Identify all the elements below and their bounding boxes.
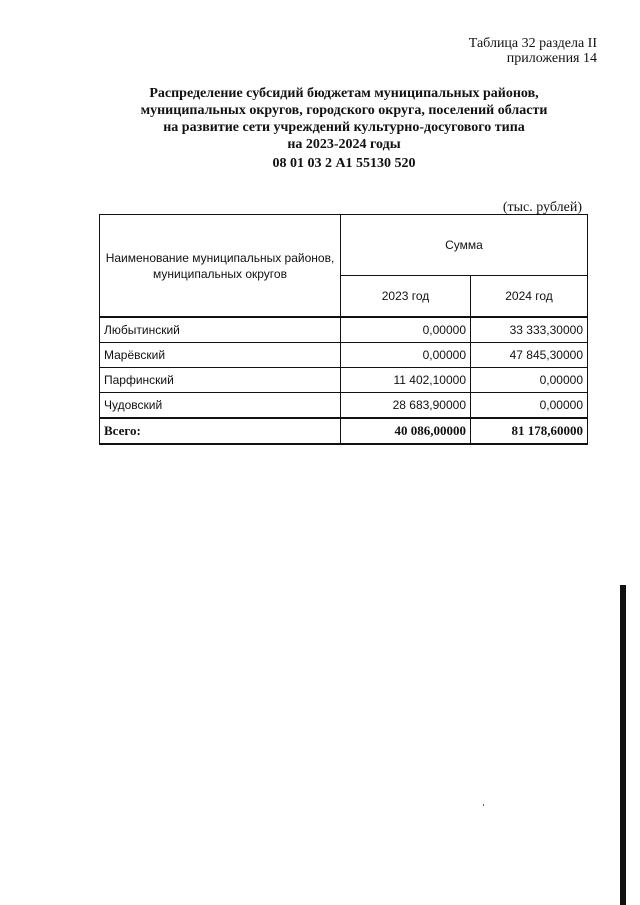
table-header-row [100, 215, 588, 276]
table-row [100, 343, 588, 368]
row-value-2023: 0,00000 [341, 343, 471, 368]
row-name: Марёвский [100, 343, 341, 368]
reference-line-1: Таблица 32 раздела II [468, 36, 597, 51]
row-value-2024: 0,00000 [471, 368, 588, 393]
total-value-2024: 81 178,60000 [471, 418, 588, 444]
units-label: (тыс. рублей) [502, 200, 582, 215]
scan-edge-shadow [620, 585, 626, 905]
header-name-column: Наименование муниципальных районов, муниципальных округов [100, 215, 341, 318]
header-year-2024: 2024 год [471, 276, 588, 318]
scan-speck [483, 804, 484, 806]
table-reference [469, 36, 597, 66]
row-value-2024: 47 845,30000 [471, 343, 588, 368]
header-sum-column: Сумма [341, 215, 588, 276]
row-value-2024: 33 333,30000 [471, 317, 588, 343]
row-name: Любытинский [100, 317, 341, 343]
reference-line-2: приложения 14 [506, 51, 597, 66]
table-row [100, 317, 588, 343]
total-value-2023: 40 086,00000 [341, 418, 471, 444]
table-row [100, 393, 588, 419]
header-year-2023: 2023 год [341, 276, 471, 318]
title-line-1: Распределение субсидий бюджетам муниципальных районов, [149, 86, 539, 101]
document-title [100, 85, 588, 153]
subsidy-table [99, 214, 588, 445]
row-value-2023: 0,00000 [341, 317, 471, 343]
row-value-2023: 28 683,90000 [341, 393, 471, 419]
row-value-2024: 0,00000 [471, 393, 588, 419]
row-value-2023: 11 402,10000 [341, 368, 471, 393]
row-name: Парфинский [100, 368, 341, 393]
title-line-4: на 2023-2024 годы [287, 137, 401, 152]
total-label: Всего: [100, 418, 341, 444]
budget-code: 08 01 03 2 А1 55130 520 [272, 156, 416, 171]
table-total-row [100, 418, 588, 444]
title-line-3: на развитие сети учреждений культурно-досугового типа [163, 120, 525, 135]
table-row [100, 368, 588, 393]
row-name: Чудовский [100, 393, 341, 419]
title-line-2: муниципальных округов, городского округа, поселений области [140, 103, 548, 118]
